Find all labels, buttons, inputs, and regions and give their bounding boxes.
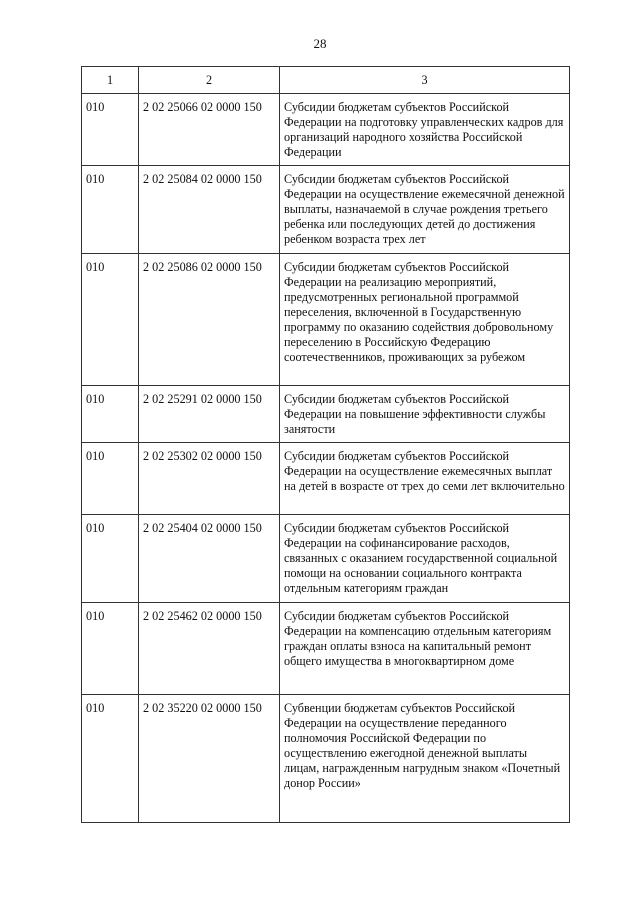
description-cell: Субсидии бюджетам субъектов Российской Федерации на осуществление ежемесячной денежной выплаты, назначаемой в случае рождения третьего ребенка или последующих детей до достижения ребенком возраста трех лет [280, 166, 570, 254]
column-header-3: 3 [280, 67, 570, 94]
budget-code-cell: 2 02 25404 02 0000 150 [139, 515, 280, 603]
table-row [82, 166, 570, 254]
column-header-1: 1 [82, 67, 139, 94]
description-cell: Субсидии бюджетам субъектов Российской Федерации на реализацию мероприятий, предусмотренных региональной программой переселения, включенной в Государственную программу по оказанию содействия добровольному переселению в Российскую Федерацию соотечественников, проживающих за рубежом [280, 254, 570, 386]
table-header-row [82, 67, 570, 94]
page-number: 28 [313, 36, 327, 51]
budget-code-cell: 2 02 25084 02 0000 150 [139, 166, 280, 254]
budget-code-cell: 2 02 25462 02 0000 150 [139, 603, 280, 695]
description-cell: Субсидии бюджетам субъектов Российской Федерации на подготовку управленческих кадров для организаций народного хозяйства Российской Федерации [280, 94, 570, 166]
budget-code-cell: 2 02 25086 02 0000 150 [139, 254, 280, 386]
admin-code-cell: 010 [82, 443, 139, 515]
admin-code-cell: 010 [82, 166, 139, 254]
admin-code-cell: 010 [82, 603, 139, 695]
budget-code-cell: 2 02 25302 02 0000 150 [139, 443, 280, 515]
table-row [82, 254, 570, 386]
description-cell: Субсидии бюджетам субъектов Российской Федерации на компенсацию отдельным категориям граждан оплаты взноса на капитальный ремонт общего имущества в многоквартирном доме [280, 603, 570, 695]
table-row [82, 94, 570, 166]
admin-code-cell: 010 [82, 94, 139, 166]
table-row [82, 443, 570, 515]
description-cell: Субвенции бюджетам субъектов Российской Федерации на осуществление переданного полномочия Российской Федерации по осуществлению ежегодной денежной выплаты лицам, награжденным нагрудным знаком «Почетный донор России» [280, 695, 570, 823]
table-row [82, 695, 570, 823]
admin-code-cell: 010 [82, 254, 139, 386]
budget-codes-table [81, 66, 570, 823]
description-cell: Субсидии бюджетам субъектов Российской Федерации на софинансирование расходов, связанных с оказанием государственной социальной помощи на основании социального контракта отдельным категориям граждан [280, 515, 570, 603]
admin-code-cell: 010 [82, 386, 139, 443]
column-header-2: 2 [139, 67, 280, 94]
budget-code-cell: 2 02 25291 02 0000 150 [139, 386, 280, 443]
table-row [82, 515, 570, 603]
table-row [82, 386, 570, 443]
table-row [82, 603, 570, 695]
description-cell: Субсидии бюджетам субъектов Российской Федерации на осуществление ежемесячных выплат на детей в возрасте от трех до семи лет включительно [280, 443, 570, 515]
budget-code-cell: 2 02 35220 02 0000 150 [139, 695, 280, 823]
admin-code-cell: 010 [82, 695, 139, 823]
admin-code-cell: 010 [82, 515, 139, 603]
budget-code-cell: 2 02 25066 02 0000 150 [139, 94, 280, 166]
description-cell: Субсидии бюджетам субъектов Российской Федерации на повышение эффективности службы занятости [280, 386, 570, 443]
